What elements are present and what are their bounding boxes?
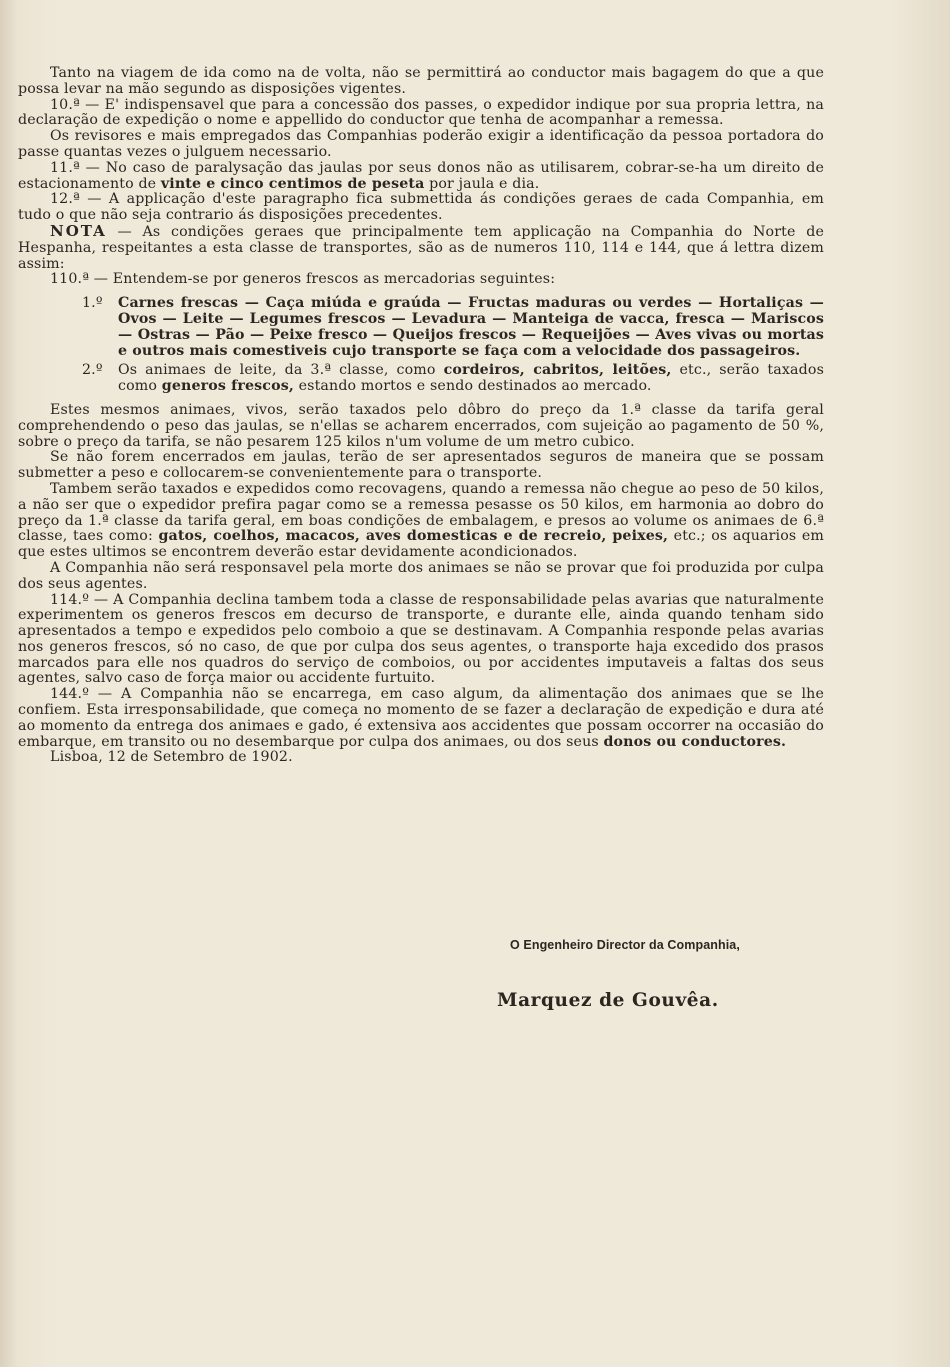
paragraph-nota [18,221,824,272]
list-item-number: 1.º [82,295,103,312]
small-animals-text: Tambem serão taxados e expedidos como recovagens, quando a remessa não chegue ao peso de 50 kilos, a não ser que o expedidor prefira pagar como se a remessa pesasse os 50 kilos, em harmonia ao dobro do preço da 1.ª classe da tarifa geral, em boas condições de embalagem, e presos ao volume os animaes de 6.ª classe, taes como: [18,480,824,545]
list-item-text: estando mortos e sendo destinados ao mercado. [293,378,652,395]
paragraph-rule-110: 110.ª — Entendem-se por generos frescos as mercadorias seguintes: [50,271,556,288]
fresh-goods-list [18,296,824,395]
paragraph-rule-11 [18,161,824,193]
list-item-text: Os animaes de leite, da 3.ª classe, como [118,362,444,379]
list-item-emphasis: generos frescos, [161,378,294,395]
paragraph-cages: Se não forem encerrados em jaulas, terão de ser apresentados seguros de maneira que se possam submetter a peso e collocarem-se convenientemente para o transporte. [18,449,824,482]
paragraph-luggage: Tanto na viagem de ida como na de volta, não se permittirá ao conductor mais bagagem do que a que possa levar na mão segundo as disposições vigentes. [18,65,824,97]
list-item-number: 2.º [82,362,103,379]
paragraph-live-animals: Estes mesmos animaes, vivos, serão taxados pelo dôbro do preço da 1.ª classe da tarifa geral comprehendendo o peso das jaulas, se n'ellas se acharem encerrados, com sujeição ao pagamento de 50 %, sobre o preço da tarifa, se não pesarem 125 kilos n'um volume de um metro cubico. [18,401,824,450]
paragraph-liability: A Companhia não será responsavel pela morte dos animaes se não se provar que foi produzida por culpa dos seus agentes. [18,559,824,592]
rule-144-text: 144.º — A Companhia não se encarrega, em caso algum, da alimentação dos animaes que se lhe confiem. Esta irresponsabilidade, que começa no momento de se fazer a declaração de expedição e dura até ao momento da entrega dos animaes e gado, é extensiva aos accidentes que possam occorrer na occasião do embarque, em transito ou no desembarque por culpa dos animaes, ou dos seus [18,686,824,750]
paragraph-rule-144 [18,687,824,750]
paragraph-rule-10: 10.ª — E' indispensavel que para a concessão dos passes, o expedidor indique por sua propria lettra, na declaração de expedição o nome e appellido do conductor que tenha de acompanhar a remessa. [18,96,824,129]
paragraph-rule-114: 114.º — A Companhia declina tambem toda a classe de responsabilidade pelas avarias que naturalmente experimentem os generos frescos em decurso de transporte, e durante elle, ainda quando tenham sido apresentados a tempo e expedidos pelo comboio a que se destinavam. A Companhia responde pelas avarias nos generos frescos, só no caso, de que por culpa dos seus agentes, o transporte haja excedido dos prasos marcados para elle nos quadros do serviço de comboios, ou por accidentes imputaveis a faltas dos seus agentes, salvo caso de força maior ou accidente furtuito. [18,591,824,687]
paragraph-rule-12: 12.ª — A applicação d'este paragrapho fica submettida ás condições geraes de cada Companhia, em tudo o que não seja contrario ás disposições precedentes. [18,191,824,224]
rule-11-text-end: por jaula e dia. [424,175,540,192]
signature-title: O Engenheiro Director da Companhia, [510,938,740,952]
rule-144-emphasis: donos ou conductores. [603,733,787,750]
small-animals-list: gatos, coelhos, macacos, aves domesticas e de recreio, peixes, [158,528,669,545]
rule-11-text: 11.ª — No caso de paralysação das jaulas por seus donos não as utilisarem, cobrar-se-ha um direito de estacionamento de [18,159,824,192]
list-item [18,363,824,395]
document-date: Lisboa, 12 de Setembro de 1902. [50,749,293,766]
list-item-text: etc., serão taxados como [118,362,824,395]
document-body [18,66,824,766]
nota-label: NOTA [50,221,107,240]
rule-11-fee: vinte e cinco centimos de peseta [160,175,425,192]
list-item-emphasis: cordeiros, cabritos, leitões, [443,362,672,379]
small-animals-text-end: etc.; os aquarios em que estes ultimos se encontrem deverão estar devidamente acondicionados. [18,528,824,561]
list-item [18,296,824,359]
list-item-text: Carnes frescas — Caça miúda e graúda — Fructas maduras ou verdes — Hortaliças — Ovos — Leite — Legumes frescos — Levadura — Manteiga de vacca, fresca — Mariscos — Ostras — Pão — Peixe fresco — Queijos frescos — Requeijões — Aves vivas ou mortas e outros mais comestiveis cujo transporte se faça com a velocidade dos passageiros. [118,295,824,359]
signature-name: Marquez de Gouvêa. [497,990,719,1011]
paragraph-inspectors: Os revisores e mais empregados das Companhias poderão exigir a identificação da pessoa portadora do passe quantas vezes o julguem necessario. [18,128,824,160]
paragraph-small-animals [18,482,824,561]
nota-text: — As condições geraes que principalmente tem applicação na Companhia do Norte de Hespanha, respeitantes a esta classe de transportes, são as de numeros 110, 114 e 144, que á lettra dizem assim: [18,223,824,272]
